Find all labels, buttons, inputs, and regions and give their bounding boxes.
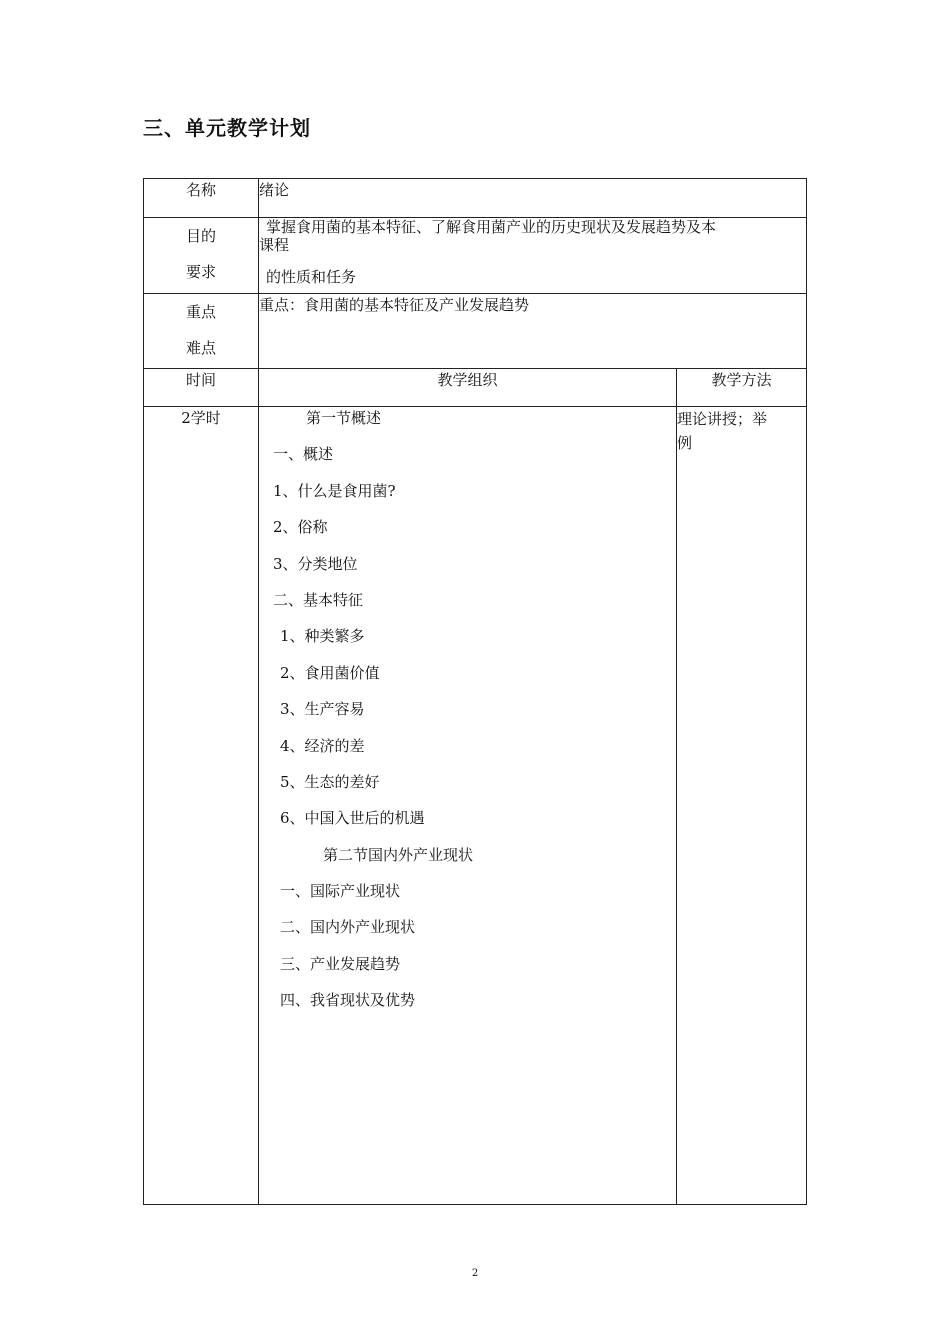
section-title: 三、单元教学计划 — [143, 116, 311, 140]
content-line: 第二节国内外产业现状 — [323, 845, 474, 864]
page-number: 2 — [471, 1268, 479, 1279]
method-line: 理论讲授；举 — [677, 410, 768, 428]
row-body — [144, 407, 807, 1205]
content-line: 5、生态的差好 — [280, 772, 380, 791]
header-organization: 教学组织 — [259, 369, 677, 407]
content-line: 2、俗称 — [273, 518, 328, 537]
hours-value: 2学时 — [144, 407, 259, 1205]
content-line: 一、国际产业现状 — [280, 882, 401, 901]
content-line: 6、中国入世后的机遇 — [280, 809, 425, 828]
row-name — [144, 179, 807, 218]
row-goal — [144, 218, 807, 294]
goal-line: 课程 — [259, 236, 290, 254]
content-line: 1、什么是食用菌? — [273, 481, 396, 500]
content-line: 三、产业发展趋势 — [280, 954, 401, 973]
content-line: 二、国内外产业现状 — [280, 918, 416, 937]
organization-content — [259, 407, 677, 1205]
name-value: 绪论 — [259, 179, 807, 218]
goal-line: 的性质和任务 — [266, 268, 357, 286]
content-line: 2、食用菌价值 — [280, 663, 380, 682]
row-headers — [144, 369, 807, 407]
key-label-line: 难点 — [185, 339, 216, 357]
key-label — [144, 294, 259, 369]
content-line: 4、经济的差 — [280, 736, 365, 755]
content-line: 二、基本特征 — [273, 590, 364, 609]
header-time: 时间 — [144, 369, 259, 407]
goal-label-line: 目的 — [185, 227, 216, 245]
key-value: 重点：食用菌的基本特征及产业发展趋势 — [259, 294, 807, 369]
content-line: 3、生产容易 — [280, 700, 365, 719]
content-line: 3、分类地位 — [273, 554, 358, 573]
method-value — [677, 407, 807, 1205]
content-line: 一、概述 — [273, 445, 334, 464]
content-line: 四、我省现状及优势 — [280, 991, 416, 1010]
key-label-line: 重点 — [185, 303, 216, 321]
method-line: 例 — [677, 434, 693, 452]
name-label: 名称 — [144, 179, 259, 218]
goal-line: 掌握食用菌的基本特征、了解食用菌产业的历史现状及发展趋势及本 — [266, 218, 717, 236]
goal-value — [259, 218, 807, 294]
content-line: 第一节概述 — [306, 409, 382, 427]
unit-teaching-plan-table — [143, 178, 807, 1205]
goal-label — [144, 218, 259, 294]
row-key-points — [144, 294, 807, 369]
content-line: 1、种类繁多 — [280, 627, 365, 646]
header-method: 教学方法 — [677, 369, 807, 407]
goal-label-line: 要求 — [185, 263, 216, 281]
